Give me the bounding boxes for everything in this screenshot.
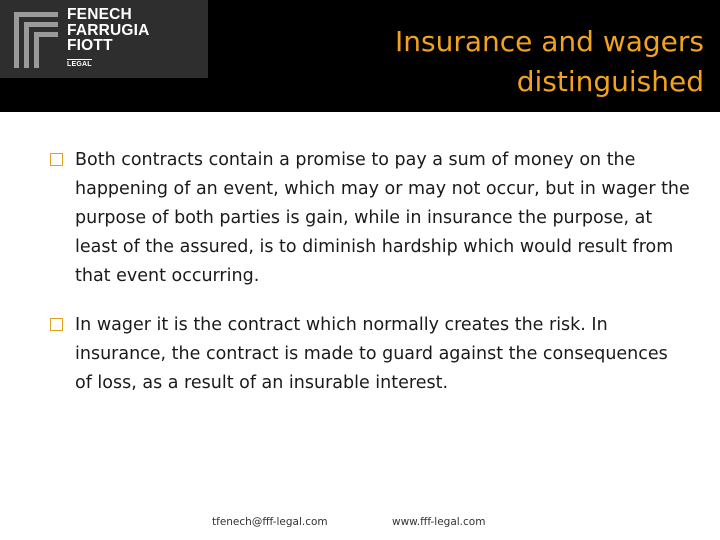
logo-line-2: FARRUGIA bbox=[67, 21, 150, 39]
bullet-item bbox=[50, 146, 690, 291]
logo-line-1: FENECH bbox=[67, 6, 132, 23]
checkbox-icon bbox=[50, 153, 63, 166]
logo-mark-icon bbox=[14, 12, 58, 68]
slide-title-line-2: distinguished bbox=[516, 65, 704, 98]
checkbox-icon bbox=[50, 318, 63, 331]
slide-body bbox=[50, 146, 690, 418]
footer-email[interactable]: tfenech@fff-legal.com bbox=[212, 516, 328, 528]
bullet-text: Both contracts contain a promise to pay a sum of money on the happening of an event, which may or may not occur, but in wager the purpose of both parties is gain, while in insurance the purpose, at least of the assured, is to diminish hardship which would result from that event occurring. bbox=[75, 150, 690, 286]
footer-website[interactable]: www.fff-legal.com bbox=[392, 516, 486, 528]
bullet-item bbox=[50, 311, 690, 398]
header-bar bbox=[0, 0, 720, 112]
slide-title bbox=[284, 22, 704, 102]
logo-wordmark bbox=[67, 7, 150, 70]
logo-sub: LEGAL bbox=[67, 60, 92, 68]
slide-title-line-1: Insurance and wagers bbox=[394, 25, 704, 58]
bullet-text: In wager it is the contract which normally creates the risk. In insurance, the contract is made to guard against the consequences of loss, as a result of an insurable interest. bbox=[75, 315, 668, 393]
company-logo bbox=[0, 0, 208, 78]
logo-line-3: FIOTT bbox=[67, 37, 113, 54]
